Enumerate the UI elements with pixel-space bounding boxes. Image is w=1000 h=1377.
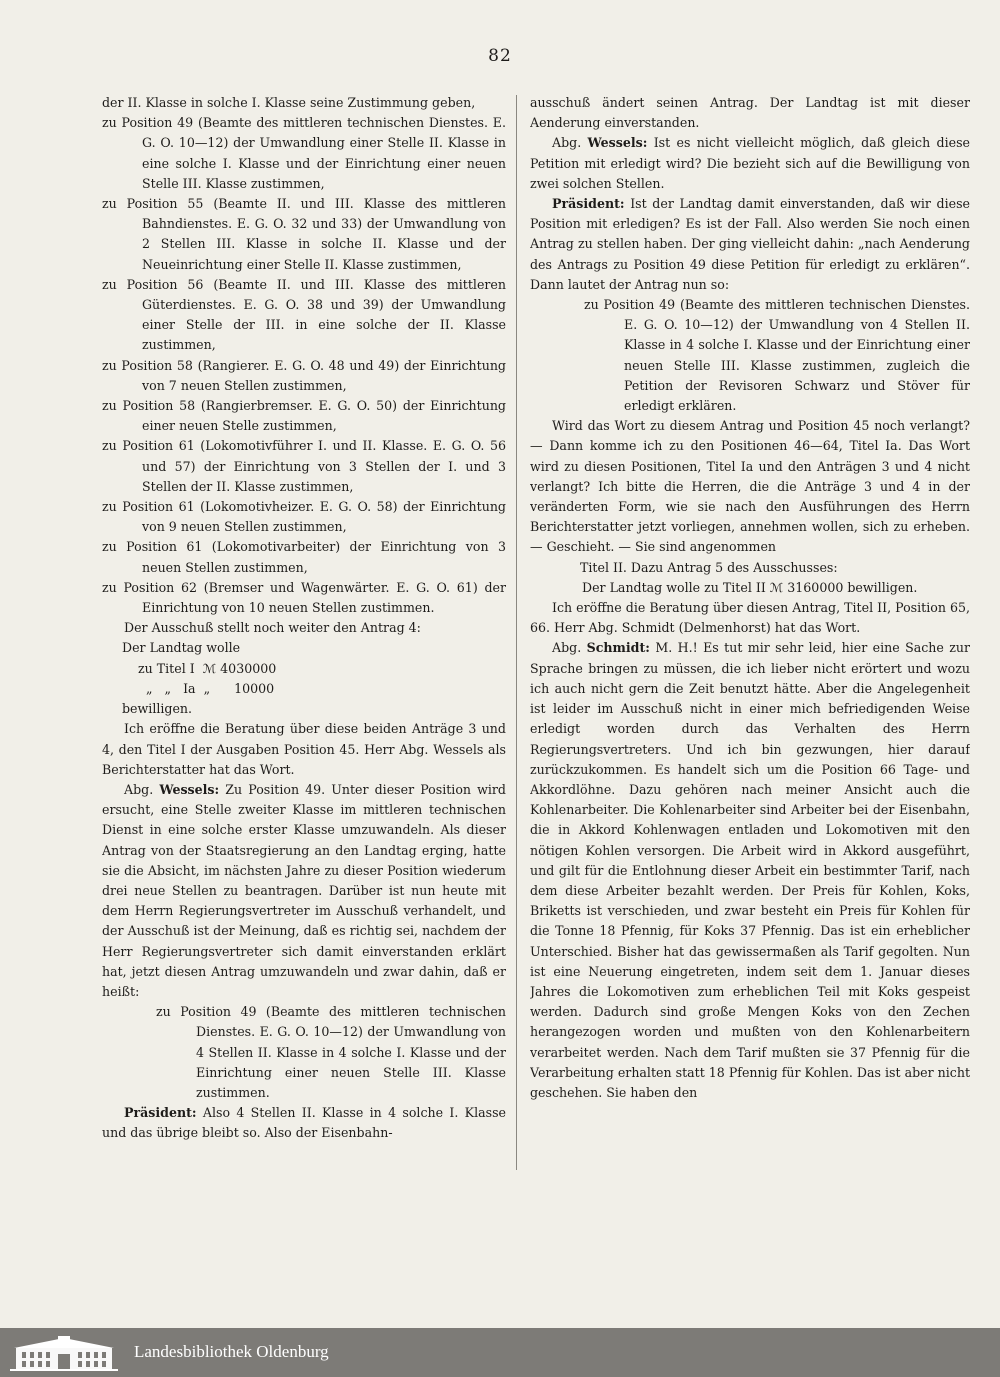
speech-text: Also 4 Stellen II. Klasse in 4 solche I. Klasse und das übrige bleibt so. Also der Eisenbahn- xyxy=(102,1105,506,1141)
paragraph: zu Position 49 (Beamte des mittleren technischen Dienstes. E. G. O. 10—12) der Umwandlung von 4 Stellen II. Klasse in 4 solche I. Klasse und der Einrichtung einer neuen Stelle III. Klasse zustimmen, zugleich die Petition der Revisoren Schwarz und Stöver für erledigt erklären. xyxy=(584,297,970,414)
speech-text: Ist der Landtag damit einverstanden, daß wir diese Position mit erledigen? Es ist der Fall. Also werden Sie noch einen Antrag zu stellen haben. Der ging vielleicht dahin: „nach Aenderung des Antrags zu Position 49 diese Petition für erledigt zu erklären“. Dann lautet der Antrag nun so: xyxy=(530,196,970,292)
column-divider xyxy=(516,95,517,1170)
paragraph: zu Position 49 (Beamte des mittleren technischen Dienstes. E. G. O. 10—12) der Umwandlung von 4 Stellen II. Klasse in 4 solche I. Klasse und der Einrichtung einer neuen Stelle III. Klasse zustimmen. xyxy=(156,1004,506,1100)
speaker-prefix: Abg. xyxy=(124,781,160,797)
paragraph: zu Position 61 (Lokomotivheizer. E. G. O. 58) der Einrichtung von 9 neuen Stellen zustimmen, xyxy=(102,499,506,535)
speaker-name: Präsident: xyxy=(124,1105,197,1121)
paragraph: „ „ Ia „ 10000 xyxy=(138,680,275,696)
speaker-prefix: Abg. xyxy=(552,640,587,656)
library-name: Landesbibliothek Oldenburg xyxy=(134,1342,329,1361)
paragraph: zu Position 55 (Beamte II. und III. Klasse des mittleren Bahndienstes. E. G. O. 32 und 33) der Umwandlung von 2 Stellen III. Klasse in solche II. Klasse und der Neueinrichtung einer Stelle II. Klasse zustimmen, xyxy=(102,196,506,272)
paragraph xyxy=(530,133,970,194)
right-column xyxy=(530,93,970,1173)
speech-text: Zu Position 49. Unter dieser Position wird ersucht, eine Stelle zweiter Klasse im mittleren technischen Dienst in eine solche erster Klasse umzuwandeln. Als dieser Antrag von der Staatsregierung an den Landtag erging, hatte sie die Absicht, im nächsten Jahre zu dieser Position wiederum drei neue Stellen zu beantragen. Darüber ist nun heute mit dem Herrn Regierungsvertreter im Ausschuß verhandelt, und der Ausschuß ist der Meinung, daß es richtig sei, nachdem der Herr Regierungsvertreter sich damit einverstanden erklärt hat, jetzt diesen Antrag umzuwandeln und zwar dahin, daß er heißt: xyxy=(102,781,506,999)
paragraph: zu Position 62 (Bremser und Wagenwärter. E. G. O. 61) der Einrichtung von 10 neuen Stellen zustimmen. xyxy=(102,579,506,616)
paragraph: ausschuß ändert seinen Antrag. Der Landtag ist mit dieser Aenderung einverstanden. xyxy=(530,95,970,131)
library-building-logo xyxy=(10,1336,118,1372)
speech-text: Ist es nicht vielleicht möglich, daß gleich diese Petition mit erledigt wird? Die bezieht sich auf die Bewilligung von zwei solchen Stellen. xyxy=(530,135,970,191)
paragraph xyxy=(102,1103,506,1143)
paragraph xyxy=(530,638,970,1103)
paragraph: Der Landtag wolle zu Titel II ℳ 3160000 bewilligen. xyxy=(582,579,918,595)
paragraph xyxy=(530,194,970,295)
paragraph: Ich eröffne die Beratung über diesen Antrag, Titel II, Position 65, 66. Herr Abg. Schmidt (Delmenhorst) hat das Wort. xyxy=(530,600,970,636)
paragraph: Wird das Wort zu diesem Antrag und Position 45 noch verlangt? — Dann komme ich zu den Positionen 46—64, Titel Ia. Das Wort wird zu diesen Positionen, Titel Ia und den Anträgen 3 und 4 nicht verlangt? Ich bitte die Herren, die die Anträge 3 und 4 in der veränderten Form, wie sie nach den Ausführungen des Herrn Berichterstatter jetzt vorliegen, annehmen wollen, sich zu erheben. — Geschieht. — Sie sind angenommen xyxy=(530,418,970,555)
speech-text: M. H.! Es tut mir sehr leid, hier eine Sache zur Sprache bringen zu müssen, die ich lieber nicht erörtert und wozu ich auch nicht gern die Zeit benutzt hätte. Aber die Angelegenheit ist leider im Ausschuß nicht in einer mich befriedigenden Weise erledigt worden durch das Verhalten des Herrn Regierungsvertreters. Und ich bin gezwungen, hier darauf zurückzukommen. Es handelt sich um die Position 66 Tage- und Akkordlöhne. Dazu gehören nach meiner Ansicht auch die Kohlenarbeiter. Die Kohlenarbeiter sind Arbeiter bei der Eisenbahn, die in Akkord Kohlenwagen entladen und Lokomotiven mit den nötigen Kohlen versorgen. Die Arbeit wird in Akkord ausgeführt, und gilt für die Entlohnung dieser Arbeit ein bestimmter Tarif, nach dem diese Arbeiter bezahlt werden. Der Preis für Kohlen, Koks, Briketts ist verschieden, und zwar besteht ein Preis für Kohlen für die Tonne 18 Pfennig, für Koks 37 Pfennig. Das ist ein erheblicher Unterschied. Bisher hat das gewissermaßen als Tarif gegolten. Nun ist eine Neuerung eingetreten, indem seit dem 1. Januar dieses Jahres die Lokomotiven zum erheblichen Teil mit Koks gespeist werden. Dadurch sind große Mengen Koks von den Zechen herangezogen worden und mußten von den Kohlenarbeitern verarbeitet werden. Nach dem Tarif mußten sie 37 Pfennig für die Verarbeitung erhalten statt 18 Pfennig für Kohlen. Das ist aber nicht geschehen. Sie haben den xyxy=(530,640,970,1100)
speaker-name: Präsident: xyxy=(552,196,625,212)
speaker-name: Wessels: xyxy=(587,135,648,151)
speaker-name: Schmidt: xyxy=(586,640,650,656)
paragraph: Ich eröffne die Beratung über diese beiden Anträge 3 und 4, den Titel I der Ausgaben Position 45. Herr Abg. Wessels als Berichterstatter hat das Wort. xyxy=(102,721,506,777)
left-column xyxy=(102,93,506,1173)
paragraph: zu Titel I ℳ 4030000 xyxy=(138,660,277,676)
paragraph: Der Ausschuß stellt noch weiter den Antrag 4: xyxy=(124,620,421,636)
paragraph: zu Position 61 (Lokomotivführer I. und II. Klasse. E. G. O. 56 und 57) der Einrichtung von 3 Stellen der I. und 3 Stellen der II. Klasse zustimmen, xyxy=(102,438,506,494)
footer-bar xyxy=(0,1328,1000,1377)
paragraph: der II. Klasse in solche I. Klasse seine Zustimmung geben, xyxy=(102,95,476,110)
paragraph: bewilligen. xyxy=(122,701,193,717)
paragraph: zu Position 49 (Beamte des mittleren technischen Dienstes. E. G. O. 10—12) der Umwandlung einer Stelle II. Klasse in eine solche I. Klasse und der Einrichtung einer neuen Stelle III. Klasse zustimmen, xyxy=(102,115,506,191)
paragraph: zu Position 61 (Lokomotivarbeiter) der Einrichtung von 3 neuen Stellen zustimmen, xyxy=(102,539,506,575)
speaker-name: Wessels: xyxy=(159,781,220,797)
page-number: 82 xyxy=(488,46,512,66)
paragraph: Titel II. Dazu Antrag 5 des Ausschusses: xyxy=(580,559,838,575)
paragraph xyxy=(102,780,506,1002)
speaker-prefix: Abg. xyxy=(552,135,588,151)
paragraph: zu Position 56 (Beamte II. und III. Klasse des mittleren Güterdienstes. E. G. O. 38 und 39) der Umwandlung einer Stelle der III. in eine solche der II. Klasse zustimmen, xyxy=(102,276,506,353)
paragraph: Der Landtag wolle xyxy=(122,640,241,656)
paragraph: zu Position 58 (Rangierbremser. E. G. O. 50) der Einrichtung einer neuen Stelle zustimmen, xyxy=(102,398,506,434)
paragraph: zu Position 58 (Rangierer. E. G. O. 48 und 49) der Einrichtung von 7 neuen Stellen zustimmen, xyxy=(102,357,506,393)
